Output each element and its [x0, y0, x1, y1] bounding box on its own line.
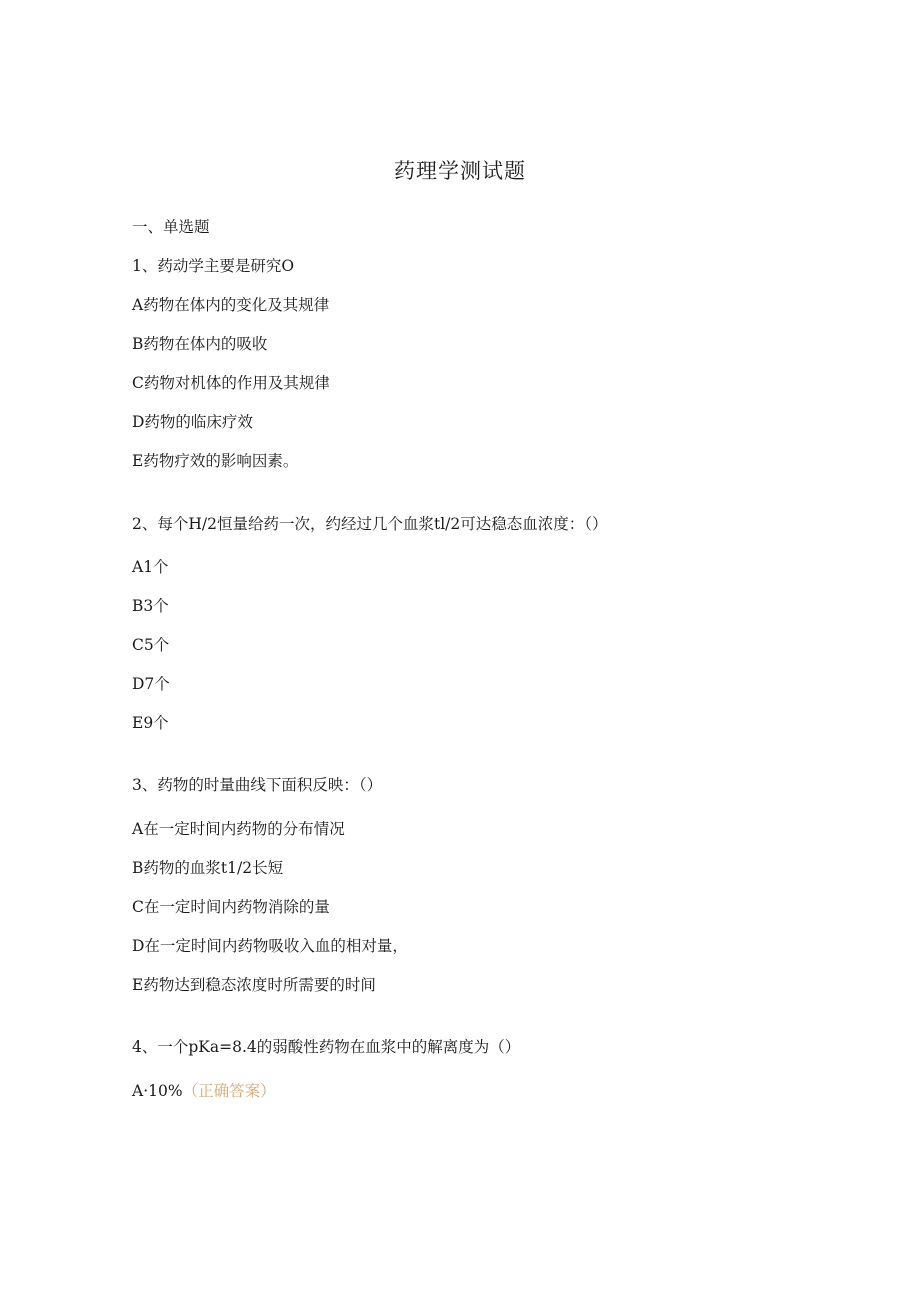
page-title: 药理学测试题: [394, 159, 526, 183]
question-2-stem: 2、每个H/2恒量给药一次，约经过几个血浆tl/2可达稳态血浓度：（）: [132, 515, 608, 533]
question-1-option-e: E药物疗效的影响因素。: [132, 452, 299, 470]
question-1-option-b: B药物在体内的吸收: [132, 335, 268, 353]
question-2-option-c: C5个: [132, 636, 170, 654]
question-1-option-c: C药物对机体的作用及其规律: [132, 374, 330, 392]
question-3-option-c: C在一定时间内药物消除的量: [132, 898, 330, 916]
question-3-stem: 3、药物的时量曲线下面积反映：（）: [132, 776, 383, 794]
correct-answer-tag: （正确答案）: [182, 1082, 276, 1100]
question-3-option-b: B药物的血浆t1/2长短: [132, 859, 284, 877]
question-1-option-a: A药物在体内的变化及其规律: [132, 296, 330, 314]
question-3-option-d: D在一定时间内药物吸收入血的相对量，: [132, 937, 408, 955]
question-1-stem: 1、药动学主要是研究O: [132, 257, 295, 275]
question-3-option-e: E药物达到稳态浓度时所需要的时间: [132, 976, 376, 994]
question-2-option-b: B3个: [132, 597, 169, 615]
question-3-option-a: A在一定时间内药物的分布情况: [132, 820, 345, 838]
question-2-option-a: A1个: [132, 558, 169, 576]
question-2-option-e: E9个: [132, 714, 169, 732]
question-1-option-d: D药物的临床疗效: [132, 413, 253, 431]
question-4-stem: 4、一个pKa=8.4的弱酸性药物在血浆中的解离度为（）: [132, 1038, 521, 1056]
question-4-option-a-text: A·10%: [132, 1082, 183, 1100]
question-4-option-a: [132, 1080, 276, 1102]
question-2-option-d: D7个: [132, 675, 170, 693]
section-heading: 一、单选题: [132, 218, 210, 236]
